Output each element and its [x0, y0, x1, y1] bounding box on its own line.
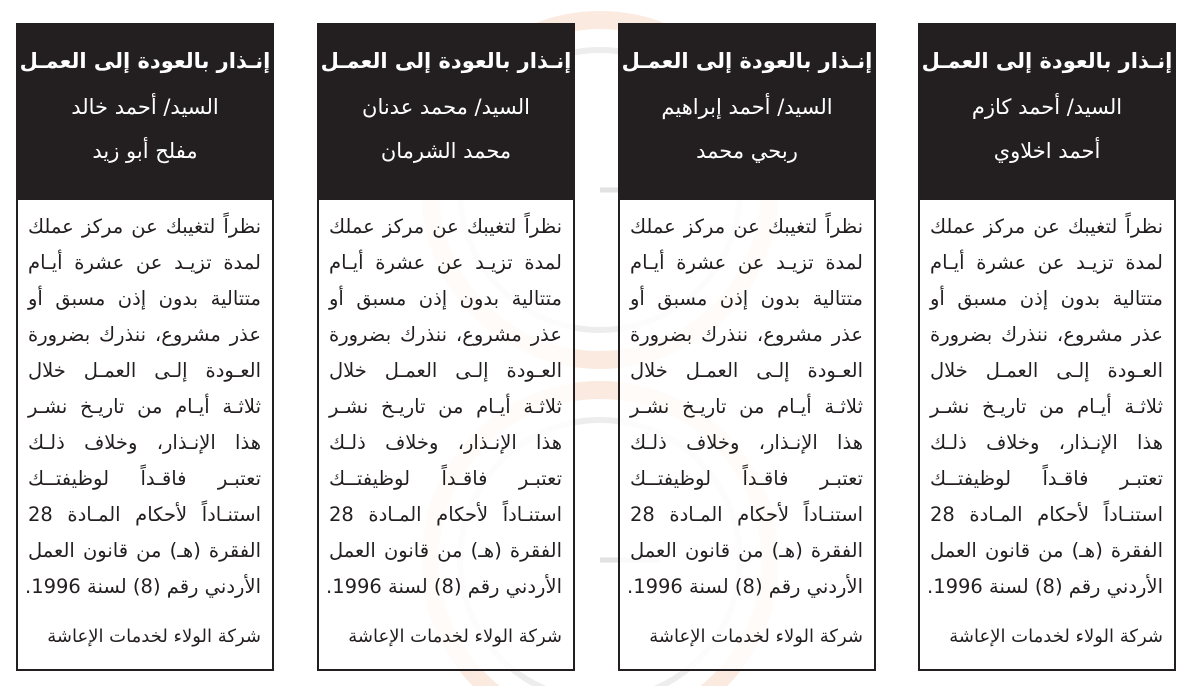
body-line: هذا الإنـذار، وخلاف ذلـك [28, 431, 261, 454]
body-line: عذر مشروع، ننذرك بضرورة [930, 323, 1163, 346]
recipient-name-line2: ربحي محمد [696, 139, 798, 163]
body-line: هذا الإنـذار، وخلاف ذلـك [329, 431, 562, 454]
notice-header [319, 25, 573, 200]
company-signature: شركة الولاء لخدمات الإعاشة [348, 626, 562, 647]
body-line: الأردني رقم (8) لسنة 1996. [627, 575, 863, 598]
company-signature: شركة الولاء لخدمات الإعاشة [47, 626, 261, 647]
body-line: عذر مشروع، ننذرك بضرورة [28, 323, 261, 346]
body-line: استنـاداً لأحكام المـادة 28 [329, 503, 562, 526]
body-line: متتالية بدون إذن مسبق أو [930, 287, 1163, 310]
body-line: ثلاثـة أيـام من تاريـخ نشـر [329, 395, 562, 418]
recipient-name-line2: محمد الشرمان [380, 139, 512, 163]
body-line: الفقرة (هـ) من قانون العمل [630, 539, 863, 562]
body-line: الفقرة (هـ) من قانون العمل [28, 539, 261, 562]
notice-title: إنـذار بالعودة إلى العمـل [320, 49, 572, 73]
body-line: استنـاداً لأحكام المـادة 28 [28, 503, 261, 526]
notice-title: إنـذار بالعودة إلى العمـل [621, 49, 873, 73]
body-line: لمدة تزيـد عن عشرة أيـام [28, 251, 261, 274]
notice-card [317, 23, 575, 671]
notice-body [319, 200, 573, 605]
notice-card [918, 23, 1176, 671]
body-line: هذا الإنـذار، وخلاف ذلـك [630, 431, 863, 454]
body-line: الأردني رقم (8) لسنة 1996. [25, 575, 261, 598]
notice-title: إنـذار بالعودة إلى العمـل [921, 49, 1173, 73]
body-line: ثلاثـة أيـام من تاريـخ نشـر [930, 395, 1163, 418]
notice-body [620, 200, 874, 605]
body-line: تعتبـر فاقـداً لوظيفتــك [930, 467, 1163, 490]
recipient-name-line1: السيد/ محمد عدنان [362, 95, 530, 119]
body-line: العـودة إلـى العمـل خلال [930, 359, 1163, 382]
body-line: ثلاثـة أيـام من تاريـخ نشـر [28, 395, 261, 418]
notice-header [920, 25, 1174, 200]
body-line: تعتبـر فاقـداً لوظيفتــك [28, 467, 261, 490]
body-line: هذا الإنـذار، وخلاف ذلـك [930, 431, 1163, 454]
body-line: نظراً لتغيبك عن مركز عملك [930, 215, 1163, 238]
body-line: العـودة إلـى العمـل خلال [28, 359, 261, 382]
notice-header [18, 25, 272, 200]
notice-card [16, 23, 274, 671]
company-signature: شركة الولاء لخدمات الإعاشة [949, 626, 1163, 647]
body-line: نظراً لتغيبك عن مركز عملك [28, 215, 261, 238]
body-line: لمدة تزيـد عن عشرة أيـام [329, 251, 562, 274]
body-line: متتالية بدون إذن مسبق أو [329, 287, 562, 310]
notice-body [920, 200, 1174, 605]
body-line: متتالية بدون إذن مسبق أو [28, 287, 261, 310]
body-line: نظراً لتغيبك عن مركز عملك [630, 215, 863, 238]
body-line: الفقرة (هـ) من قانون العمل [930, 539, 1163, 562]
body-line: العـودة إلـى العمـل خلال [630, 359, 863, 382]
body-line: الأردني رقم (8) لسنة 1996. [326, 575, 562, 598]
body-line: استنـاداً لأحكام المـادة 28 [930, 503, 1163, 526]
body-line: لمدة تزيـد عن عشرة أيـام [930, 251, 1163, 274]
recipient-name-line1: السيد/ أحمد إبراهيم [661, 95, 833, 119]
recipient-name-line1: السيد/ أحمد كازم [971, 95, 1123, 119]
notice-card [618, 23, 876, 671]
body-line: عذر مشروع، ننذرك بضرورة [329, 323, 562, 346]
body-line: تعتبـر فاقـداً لوظيفتــك [329, 467, 562, 490]
notice-title: إنـذار بالعودة إلى العمـل [19, 49, 271, 73]
recipient-name-line2: مفلح أبو زيد [92, 139, 198, 163]
body-line: العـودة إلـى العمـل خلال [329, 359, 562, 382]
notice-body [18, 200, 272, 605]
company-signature: شركة الولاء لخدمات الإعاشة [649, 626, 863, 647]
body-line: عذر مشروع، ننذرك بضرورة [630, 323, 863, 346]
recipient-name-line2: أحمد اخلاوي [993, 139, 1101, 163]
body-line: استنـاداً لأحكام المـادة 28 [630, 503, 863, 526]
body-line: نظراً لتغيبك عن مركز عملك [329, 215, 562, 238]
body-line: ثلاثـة أيـام من تاريـخ نشـر [630, 395, 863, 418]
recipient-name-line1: السيد/ أحمد خالد [71, 95, 219, 119]
body-line: لمدة تزيـد عن عشرة أيـام [630, 251, 863, 274]
body-line: متتالية بدون إذن مسبق أو [630, 287, 863, 310]
notice-header [620, 25, 874, 200]
body-line: الأردني رقم (8) لسنة 1996. [927, 575, 1163, 598]
body-line: الفقرة (هـ) من قانون العمل [329, 539, 562, 562]
body-line: تعتبـر فاقـداً لوظيفتــك [630, 467, 863, 490]
